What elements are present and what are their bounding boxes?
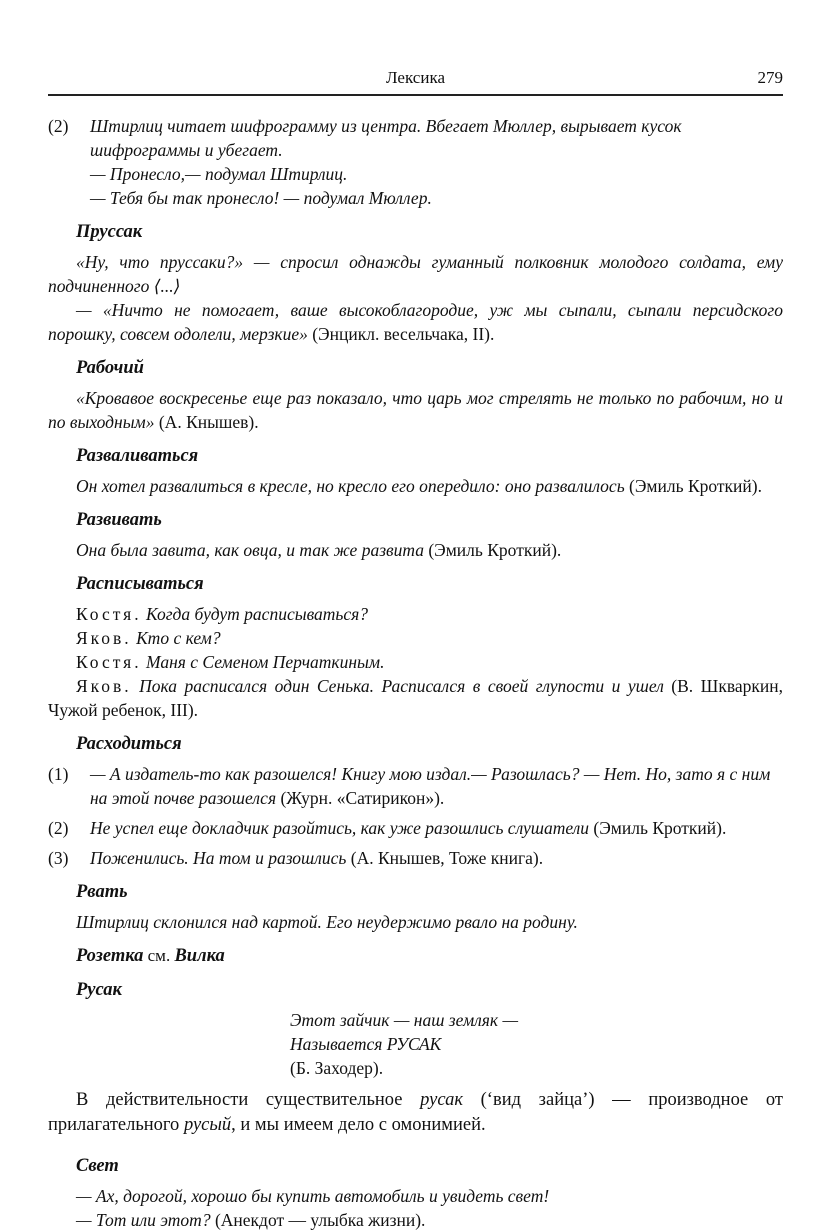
citation-source: (А. Кнышев, Тоже книга). bbox=[346, 848, 544, 868]
dialogue-line: Костя. Когда будут расписываться? bbox=[76, 604, 369, 624]
numbered-example: (1) — А издатель-то как разошелся! Книгу мою издал.— Разошлась? — Нет. Но, зато я с ним на этой почве разошелся (Журн. «Сатирикон»). bbox=[48, 764, 771, 808]
entry-headword: Рвать bbox=[76, 882, 128, 902]
dialogue-line: Яков. Кто с кем? bbox=[76, 628, 221, 648]
running-title: Лексика bbox=[386, 68, 445, 87]
cross-reference-entry bbox=[76, 944, 783, 968]
entry-example: «Кровавое воскресенье еще раз показало, что царь мог стрелять не только по рабочим, но и по выходным» (А. Кнышев). bbox=[48, 388, 783, 432]
dialogue-line: — Тот или этот? (Анекдот — улыбка жизни). bbox=[76, 1210, 426, 1230]
entry-headword: Расходиться bbox=[76, 734, 182, 754]
page-body bbox=[48, 114, 783, 1232]
page-number: 279 bbox=[757, 68, 783, 87]
see-also-label: см. bbox=[143, 946, 175, 965]
numbered-example: (3) Поженились. На том и разошлись (А. Кнышев, Тоже книга). bbox=[48, 848, 544, 868]
speaker: Яков. bbox=[76, 628, 132, 648]
dialogue-line: — Ах, дорогой, хорошо бы купить автомобиль и увидеть свет! bbox=[76, 1186, 550, 1206]
speaker: Костя. bbox=[76, 652, 142, 672]
commentary-paragraph: В действительности существительное русак (‘вид зайца’) — производное от прилагательного русый, и мы имеем дело с омонимией. bbox=[48, 1090, 783, 1135]
entry-example: «Ну, что пруссаки?» — спросил однажды гуманный полковник молодого солдата, ему подчиненного ⟨...⟩ bbox=[48, 252, 783, 296]
example-number: (3) bbox=[48, 848, 69, 868]
example-number: (2) bbox=[48, 818, 69, 838]
entry-headword: Расписываться bbox=[76, 574, 204, 594]
citation-source: (В. Шкваркин, Чужой ребенок, III). bbox=[48, 676, 783, 720]
verse-quote bbox=[48, 1008, 783, 1080]
example-line: — Пронесло,— подумал Штирлиц. bbox=[90, 164, 348, 184]
verse-line: Этот зайчик — наш земляк — bbox=[290, 1010, 519, 1030]
entry-example: Штирлиц склонился над картой. Его неудержимо рвало на родину. bbox=[76, 912, 578, 932]
dialogue-line: Костя. Маня с Семеном Перчаткиным. bbox=[76, 652, 385, 672]
entry-example: Он хотел развалиться в кресле, но кресло его опередило: оно развалилось (Эмиль Кроткий). bbox=[76, 476, 762, 496]
speaker: Костя. bbox=[76, 604, 142, 624]
example-number: (1) bbox=[48, 764, 69, 784]
citation-source: (Энцикл. весельчака, II). bbox=[307, 324, 495, 344]
entry-headword: Русак bbox=[76, 980, 122, 1000]
entry-headword: Разваливаться bbox=[76, 446, 199, 466]
citation-source: (Эмиль Кроткий). bbox=[624, 476, 762, 496]
example-line: — Тебя бы так пронесло! — подумал Мюллер. bbox=[90, 188, 432, 208]
entry-example: Она была завита, как овца, и так же развита (Эмиль Кроткий). bbox=[76, 540, 562, 560]
entry-headword: Свет bbox=[76, 1156, 119, 1176]
entry-headword: Пруссак bbox=[76, 222, 143, 242]
entry-example: — «Ничто не помогает, ваше высокоблагородие, уж мы сыпали, сыпали персидского порошку, совсем одолели, мерзкие» (Энцикл. весельчака, II). bbox=[48, 300, 783, 344]
numbered-example: (2) Не успел еще докладчик разойтись, как уже разошлись слушатели (Эмиль Кроткий). bbox=[48, 818, 727, 838]
header-rule bbox=[48, 94, 783, 96]
cross-reference-target: Вилка bbox=[174, 946, 225, 966]
verse-line: Называется РУСАК bbox=[290, 1034, 442, 1054]
example-number: (2) bbox=[48, 116, 69, 136]
citation-source: (А. Кнышев). bbox=[154, 412, 259, 432]
dialogue-line: Яков. Пока расписался один Сенька. Расписался в своей глупости и ушел (В. Шкваркин, Чужой ребенок, III). bbox=[48, 676, 783, 720]
running-header bbox=[48, 64, 783, 94]
citation-source: (Б. Заходер). bbox=[290, 1058, 384, 1078]
speaker: Яков. bbox=[76, 676, 132, 696]
citation-source: (Анекдот — улыбка жизни). bbox=[210, 1210, 426, 1230]
citation-source: (Эмиль Кроткий). bbox=[589, 818, 727, 838]
entry-headword: Рабочий bbox=[76, 358, 144, 378]
example-line: Штирлиц читает шифрограмму из центра. Вбегает Мюллер, вырывает кусок шифрограммы и убегает. bbox=[90, 116, 682, 160]
citation-source: (Журн. «Сатирикон»). bbox=[276, 788, 445, 808]
citation-source: (Эмиль Кроткий). bbox=[423, 540, 562, 560]
entry-headword: Розетка bbox=[76, 946, 144, 966]
entry-headword: Развивать bbox=[76, 510, 162, 530]
book-page bbox=[48, 64, 783, 1232]
numbered-example bbox=[48, 114, 783, 210]
